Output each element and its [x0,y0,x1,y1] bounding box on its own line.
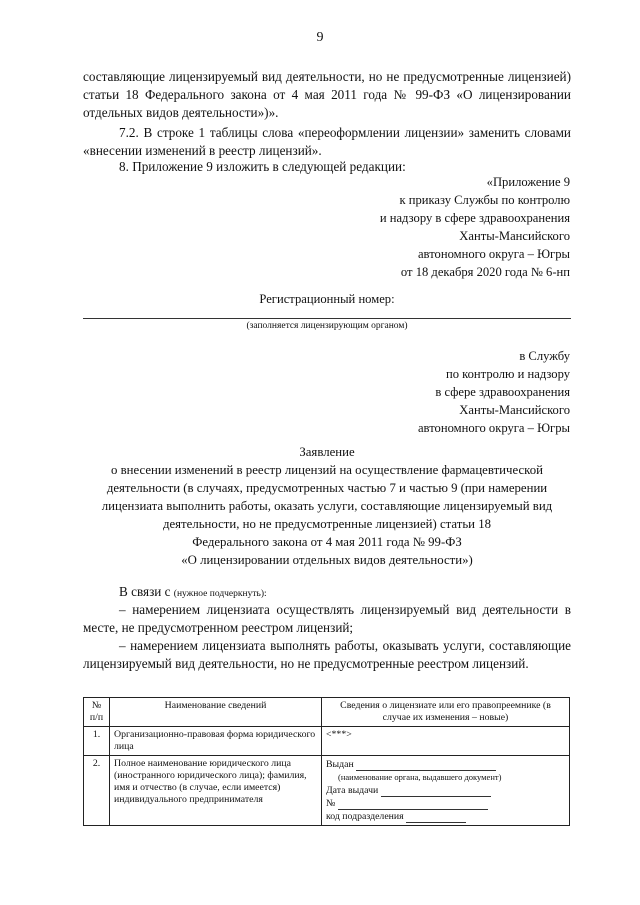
statement-line: деятельности, но не предусмотренные лицензией) статьи 18 [162,517,492,531]
appendix-line: от 18 декабря 2020 года № 6-нп [400,265,570,279]
statement-line: деятельности (в случаях, предусмотренных частью 7 и частью 9 (при намерении [106,481,548,495]
page-number: 9 [316,30,324,45]
row-num: 1. [84,727,110,756]
appendix-line: автономного округа – Югры [417,247,570,261]
statement-body [83,461,571,569]
number-blank[interactable] [338,799,488,810]
dept-code-field[interactable] [326,810,565,823]
number-label: № [326,798,336,809]
row-name: Организационно-правовая форма юридического лица [110,727,322,756]
appendix-line: Ханты-Мансийского [459,229,570,243]
statement-line: лицензиата выполнить работы, оказать услуги, составляющие лицензируемый вид [101,499,553,513]
addressee-line: Ханты-Мансийского [459,403,570,417]
row-name: Полное наименование юридического лица (иностранного юридического лица); фамилия, имя и отчество (в случае, если имеется) индивидуального предпринимателя [110,756,322,826]
issued-blank[interactable] [356,760,496,771]
addressee-line: в сфере здравоохранения [435,385,570,399]
reg-number-label: Регистрационный номер: [259,292,395,306]
table-row [84,727,570,756]
appendix-line: «Приложение 9 [486,175,570,189]
issued-label: Выдан [326,759,354,770]
date-field[interactable] [326,784,565,797]
option-1: – намерением лицензиата осуществлять лицензируемый вид деятельности в месте, не предусмотренном реестром лицензий; [83,602,571,635]
date-blank[interactable] [381,786,491,797]
addressee-block [300,347,570,437]
statement-line: «О лицензировании отдельных видов деятельности») [181,553,473,567]
table-header-value: Сведения о лицензиате или его правопреемнике (в случае их изменения – новые) [322,698,570,727]
intro-paragraph: составляющие лицензируемый вид деятельности, но не предусмотренные лицензией) статьи 18 Федерального закона от 4 мая 2011 года № 99-ФЗ «О лицензировании отдельных видов деятельности»)». [83,69,571,120]
issued-note: (наименование органа, выдавшего документ) [338,772,502,782]
in-connection [119,583,569,603]
dept-code-blank[interactable] [406,812,466,823]
appendix-line: к приказу Службы по контролю [399,193,570,207]
appendix-line: и надзору в сфере здравоохранения [379,211,570,225]
statement-line: о внесении изменений в реестр лицензий на осуществление фармацевтической [111,463,543,477]
table-header-row [84,698,570,727]
table-header-num: № п/п [84,698,110,727]
reg-number-note: (заполняется лицензирующим органом) [246,321,408,331]
dept-code-label: код подразделения [326,811,404,822]
row-value: <***> [322,727,570,756]
option-2: – намерением лицензиата выполнять работы, оказывать услуги, составляющие лицензируемый вид деятельности, но не предусмотренные реестром лицензий. [83,638,571,671]
item-8: 8. Приложение 9 изложить в следующей редакции: [119,159,406,174]
row-num: 2. [84,756,110,826]
appendix-header [300,173,570,281]
date-label: Дата выдачи [326,785,379,796]
addressee-line: по контролю и надзору [445,367,570,381]
statement-title: Заявление [299,445,355,459]
information-table [83,697,570,826]
addressee-line: в Службу [519,349,570,363]
item-7-2: 7.2. В строке 1 таблицы слова «переоформлении лицензии» заменить словами «внесении изменений в реестр лицензий». [83,125,571,158]
statement-line: Федерального закона от 4 мая 2011 года № 99-ФЗ [192,535,462,549]
table-row [84,756,570,826]
reg-number-line [83,318,571,319]
in-connection-note: (нужное подчеркнуть): [173,589,267,599]
table-header-name: Наименование сведений [110,698,322,727]
issued-field[interactable] [326,758,565,771]
number-field[interactable] [326,797,565,810]
addressee-line: автономного округа – Югры [417,421,570,435]
row-value-fields [322,756,570,826]
in-connection-label: В связи с [119,584,171,599]
